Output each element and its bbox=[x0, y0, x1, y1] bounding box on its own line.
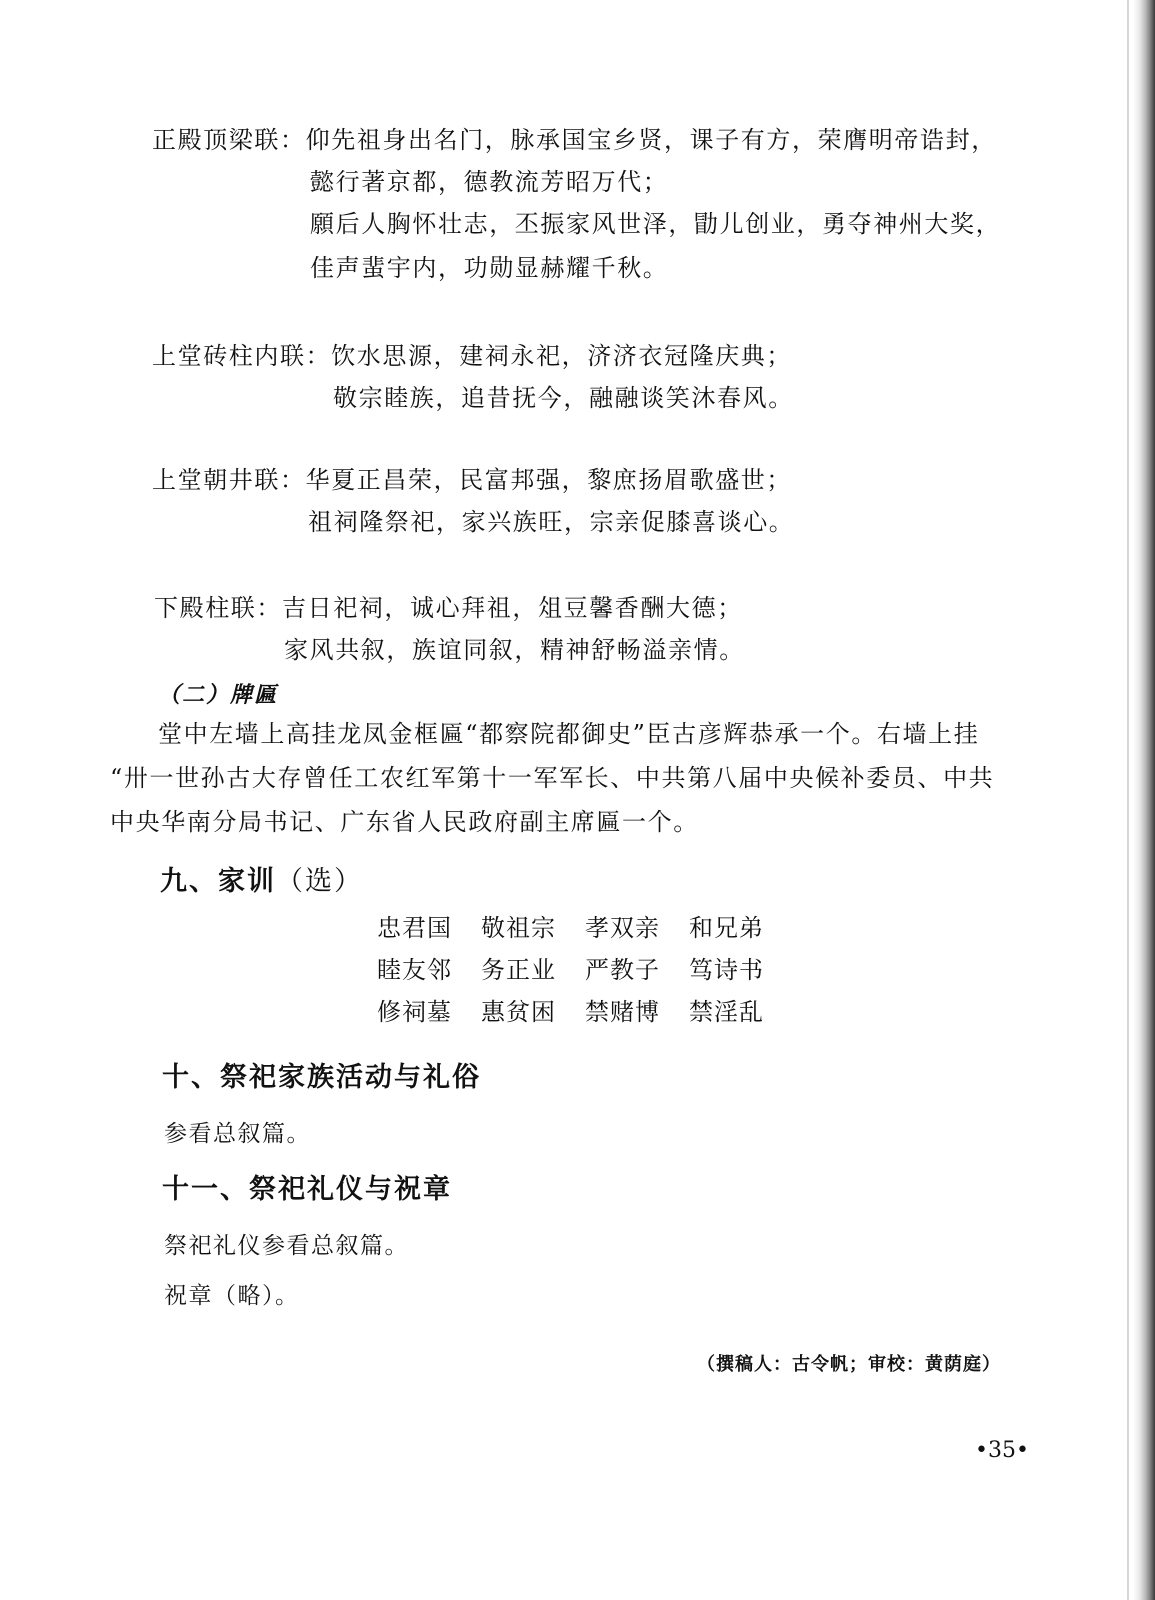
couplet-1-line-4: 佳声蜚宇内，功勋显赫耀千秋。 bbox=[310, 254, 669, 282]
motto-item: 敬祖宗 bbox=[481, 914, 556, 942]
motto-item: 禁赌博 bbox=[585, 998, 660, 1026]
motto-item: 禁淫乱 bbox=[689, 998, 764, 1026]
couplet-1-line-1 bbox=[152, 124, 997, 156]
section-10-body: 参看总叙篇。 bbox=[164, 1121, 311, 1147]
motto-item: 睦友邻 bbox=[377, 956, 452, 984]
author-credit: （撰稿人：古令帆；审校：黄荫庭） bbox=[697, 1354, 1001, 1375]
couplet-2-line-2: 敬宗睦族，追昔抚今，融融谈笑沐春风。 bbox=[333, 384, 794, 412]
motto-item: 修祠墓 bbox=[377, 998, 452, 1026]
couplet-2-text: 饮水思源，建祠永祀，济济衣冠隆庆典； bbox=[331, 342, 793, 370]
plaques-subheading: （二）牌匾 bbox=[158, 682, 279, 708]
couplet-1-text: 仰先祖身出名门，脉承国宝乡贤，课子有方，荣膺明帝诰封， bbox=[305, 126, 997, 154]
section-10-heading: 十、祭祀家族活动与礼俗 bbox=[162, 1062, 481, 1093]
motto-item: 务正业 bbox=[481, 956, 556, 984]
plaques-paragraph-line-1: 堂中左墙上高挂龙凤金框匾“都察院都御史”臣古彦辉恭承一个。右墙上挂 bbox=[158, 720, 980, 748]
couplet-3-label: 上堂朝井联： bbox=[152, 466, 306, 494]
motto-item: 惠贫困 bbox=[481, 998, 556, 1026]
page-edge-shadow bbox=[1133, 0, 1155, 1600]
family-motto-grid bbox=[377, 912, 793, 1028]
couplet-2-label: 上堂砖柱内联： bbox=[152, 342, 332, 370]
page-number: •35• bbox=[975, 1438, 1029, 1463]
plaques-paragraph-line-2: “卅一世孙古大存曾任工农红军第十一军军长、中共第八届中央候补委员、中共 bbox=[110, 764, 995, 792]
section-11-heading: 十一、祭祀礼仪与祝章 bbox=[162, 1174, 452, 1205]
couplet-3-line-2: 祖祠隆祭祀，家兴族旺，宗亲促膝喜谈心。 bbox=[308, 508, 795, 536]
couplet-2-line-1 bbox=[152, 340, 792, 372]
couplet-1-label: 正殿顶梁联： bbox=[152, 126, 306, 154]
section-9-heading bbox=[160, 864, 363, 900]
section-11-body-line-2: 祝章（略）。 bbox=[164, 1283, 300, 1309]
section-9-title-suffix: （选） bbox=[276, 866, 363, 897]
couplet-4-line-2: 家风共叙，族谊同叙，精神舒畅溢亲情。 bbox=[284, 636, 745, 664]
plaques-paragraph-line-3: 中央华南分局书记、广东省人民政府副主席匾一个。 bbox=[110, 808, 699, 836]
section-11-body-line-1: 祭祀礼仪参看总叙篇。 bbox=[164, 1233, 409, 1259]
page-edge-line bbox=[1127, 0, 1129, 1600]
couplet-3-line-1 bbox=[152, 464, 792, 496]
section-9-title: 九、家训 bbox=[160, 866, 276, 897]
couplet-4-label: 下殿柱联： bbox=[154, 594, 282, 622]
couplet-1-line-3: 願后人胸怀壮志，丕振家风世泽，勖儿创业，勇夺神州大奖， bbox=[310, 210, 1002, 238]
motto-item: 孝双亲 bbox=[585, 914, 660, 942]
couplet-4-text: 吉日祀祠，诚心拜祖，俎豆馨香酬大德； bbox=[282, 594, 743, 622]
motto-item: 忠君国 bbox=[377, 914, 452, 942]
motto-item: 严教子 bbox=[585, 956, 660, 984]
couplet-1-line-2: 懿行著京都，德教流芳昭万代； bbox=[310, 168, 669, 196]
motto-item: 和兄弟 bbox=[689, 914, 764, 942]
couplet-4-line-1 bbox=[154, 592, 743, 624]
motto-item: 笃诗书 bbox=[689, 956, 764, 984]
couplet-3-text: 华夏正昌荣，民富邦强，黎庶扬眉歌盛世； bbox=[305, 466, 793, 494]
